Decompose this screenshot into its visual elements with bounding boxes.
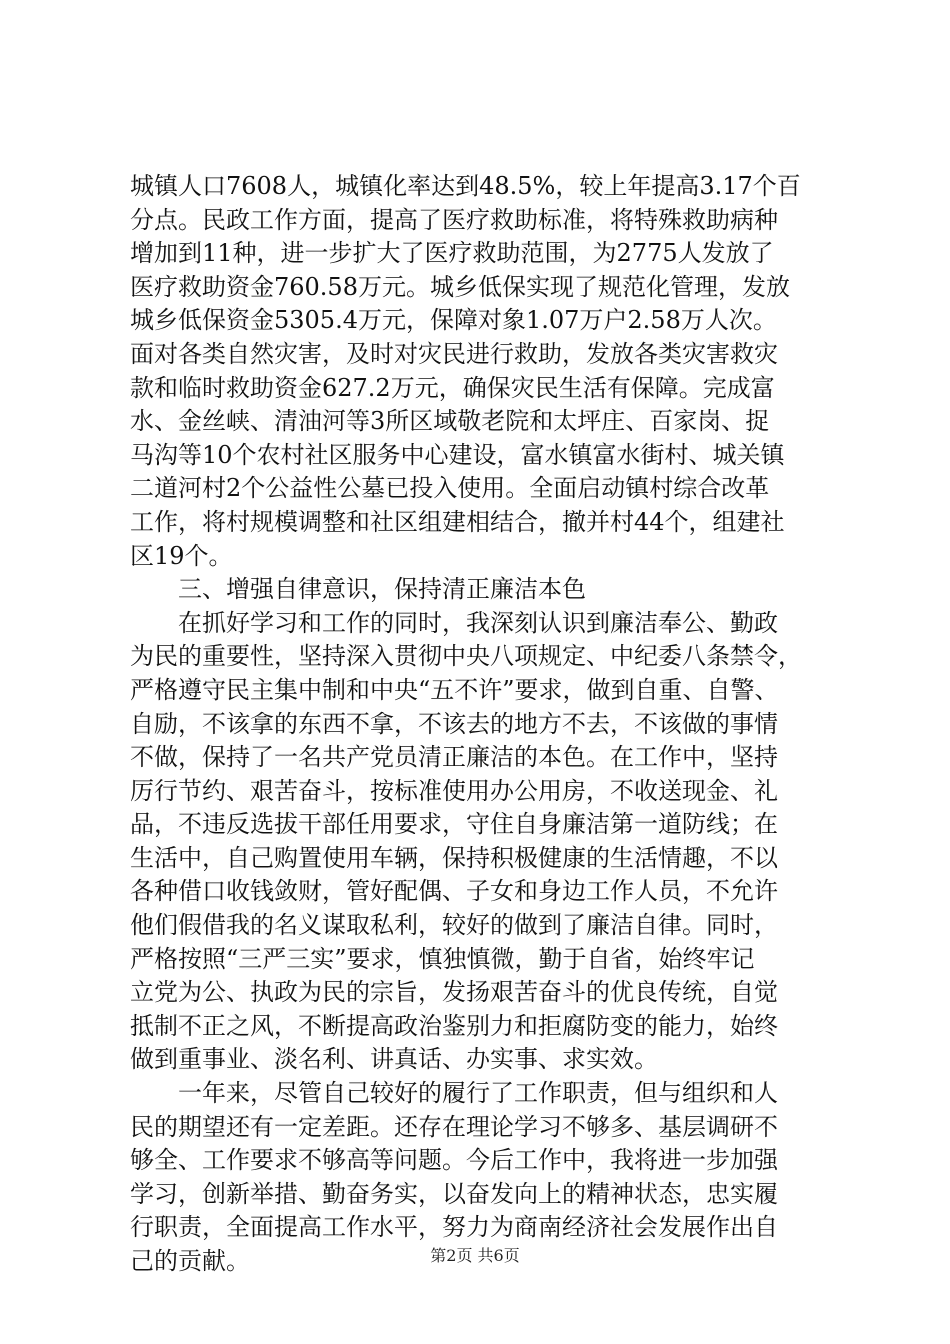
- body-line: 工作，将村规模调整和社区组建相结合，撤并村44个，组建社: [130, 507, 785, 536]
- body-line: 己的贡献。: [130, 1247, 250, 1275]
- body-line: 马沟等10个农村社区服务中心建设，富水镇富水街村、城关镇: [130, 440, 785, 469]
- body-line: 严格遵守民主集中制和中央“五不许”要求，做到自重、自警、: [130, 675, 779, 704]
- body-line: 严格按照“三严三实”要求，慎独慎微，勤于自省，始终牢记: [130, 944, 755, 973]
- body-line: 做到重事业、淡名利、讲真话、办实事、求实效。: [130, 1045, 658, 1074]
- body-line: 抵制不正之风，不断提高政治鉴别力和拒腐防变的能力，始终: [130, 1011, 778, 1040]
- body-line: 在抓好学习和工作的同时，我深刻认识到廉洁奉公、勤政: [178, 608, 778, 637]
- body-line: 品，不违反选拔干部任用要求，守住自身廉洁第一道防线；在: [130, 810, 778, 839]
- body-line: 自励，不该拿的东西不拿，不该去的地方不去，不该做的事情: [130, 709, 778, 738]
- body-line: 城乡低保资金5305.4万元，保障对象1.07万户2.58万人次。: [130, 306, 777, 335]
- body-line: 二道河村2个公益性公墓已投入使用。全面启动镇村综合改革: [130, 474, 770, 503]
- body-line: 学习，创新举措、勤奋务实，以奋发向上的精神状态，忠实履: [130, 1179, 778, 1208]
- body-line: 分点。民政工作方面，提高了医疗救助标准，将特殊救助病种: [130, 205, 778, 234]
- body-line: 行职责，全面提高工作水平，努力为商南经济社会发展作出自: [130, 1213, 778, 1242]
- body-line: 立党为公、执政为民的宗旨，发扬艰苦奋斗的优良传统，自觉: [130, 978, 778, 1007]
- page-number-footer: 第2页 共6页: [430, 1246, 520, 1265]
- body-line: 够全、工作要求不够高等问题。今后工作中，我将进一步加强: [130, 1146, 778, 1175]
- body-line: 增加到11种，进一步扩大了医疗救助范围，为2775人发放了: [130, 239, 774, 268]
- body-line: 民的期望还有一定差距。还存在理论学习不够多、基层调研不: [130, 1112, 778, 1141]
- section-heading: 三、增强自律意识，保持清正廉洁本色: [178, 575, 586, 604]
- body-line: 各种借口收钱敛财，管好配偶、子女和身边工作人员，不允许: [130, 877, 778, 906]
- body-line: 一年来，尽管自己较好的履行了工作职责，但与组织和人: [178, 1079, 778, 1108]
- body-line: 水、金丝峡、清油河等3所区域敬老院和太坪庄、百家岗、捉: [130, 407, 770, 436]
- body-line: 面对各类自然灾害，及时对灾民进行救助，发放各类灾害救灾: [130, 339, 778, 368]
- body-line: 不做，保持了一名共产党员清正廉洁的本色。在工作中，坚持: [130, 743, 778, 772]
- document-body: [130, 170, 830, 1279]
- body-line: 为民的重要性，坚持深入贯彻中央八项规定、中纪委八条禁令，: [130, 642, 802, 671]
- body-line: 医疗救助资金760.58万元。城乡低保实现了规范化管理，发放: [130, 272, 790, 301]
- body-line: 款和临时救助资金627.2万元，确保灾民生活有保障。完成富: [130, 373, 775, 402]
- body-line: 他们假借我的名义谋取私利，较好的做到了廉洁自律。同时，: [130, 911, 778, 940]
- body-line: 生活中，自己购置使用车辆，保持积极健康的生活情趣，不以: [130, 843, 778, 872]
- body-line: 城镇人口7608人，城镇化率达到48.5%，较上年提高3.17个百: [130, 172, 801, 200]
- body-line: 区19个。: [130, 541, 233, 570]
- body-line: 厉行节约、艰苦奋斗，按标准使用办公用房，不收送现金、礼: [130, 776, 778, 805]
